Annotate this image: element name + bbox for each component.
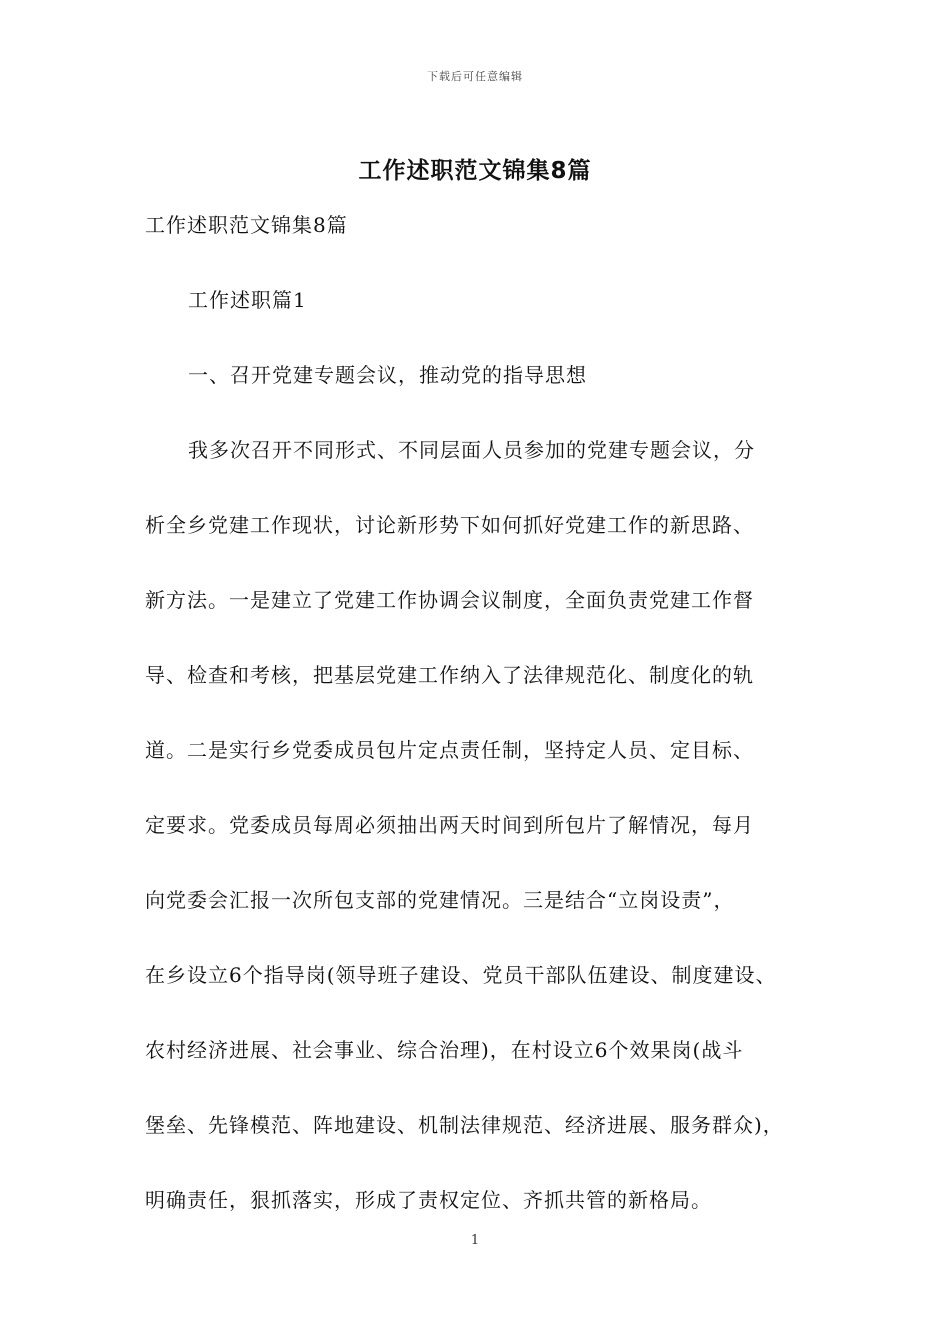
paragraph-line: 我多次召开不同形式、不同层面人员参加的党建专题会议，分	[188, 438, 755, 462]
paragraph-line: 导、检查和考核，把基层党建工作纳入了法律规范化、制度化的轨	[145, 663, 754, 687]
paragraph-line: 明确责任，狠抓落实，形成了责权定位、齐抓共管的新格局。	[145, 1188, 712, 1212]
paragraph-line: 堡垒、先锋模范、阵地建设、机制法律规范、经济进展、服务群众)，	[145, 1113, 784, 1137]
document-subtitle: 工作述职范文锦集8篇	[145, 213, 348, 237]
paragraph-line: 新方法。一是建立了党建工作协调会议制度，全面负责党建工作督	[145, 588, 754, 612]
paragraph-line: 定要求。党委成员每周必须抽出两天时间到所包片了解情况，每月	[145, 813, 754, 837]
paragraph-line: 农村经济进展、社会事业、综合治理)，在村设立6个效果岗(战斗	[145, 1038, 744, 1062]
paragraph-line: 道。二是实行乡党委成员包片定点责任制，坚持定人员、定目标、	[145, 738, 754, 762]
paragraph-line: 析全乡党建工作现状，讨论新形势下如何抓好党建工作的新思路、	[145, 513, 754, 537]
paragraph-line: 向党委会汇报一次所包支部的党建情况。三是结合“立岗设责”，	[145, 888, 735, 912]
document-title: 工作述职范文锦集8篇	[358, 158, 592, 184]
download-note: 下载后可任意编辑	[427, 70, 523, 83]
section-title: 工作述职篇1	[188, 288, 307, 312]
page-number: 1	[470, 1233, 480, 1248]
section-heading: 一、召开党建专题会议，推动党的指导思想	[188, 363, 587, 387]
paragraph-line: 在乡设立6个指导岗(领导班子建设、党员干部队伍建设、制度建设、	[145, 963, 777, 987]
